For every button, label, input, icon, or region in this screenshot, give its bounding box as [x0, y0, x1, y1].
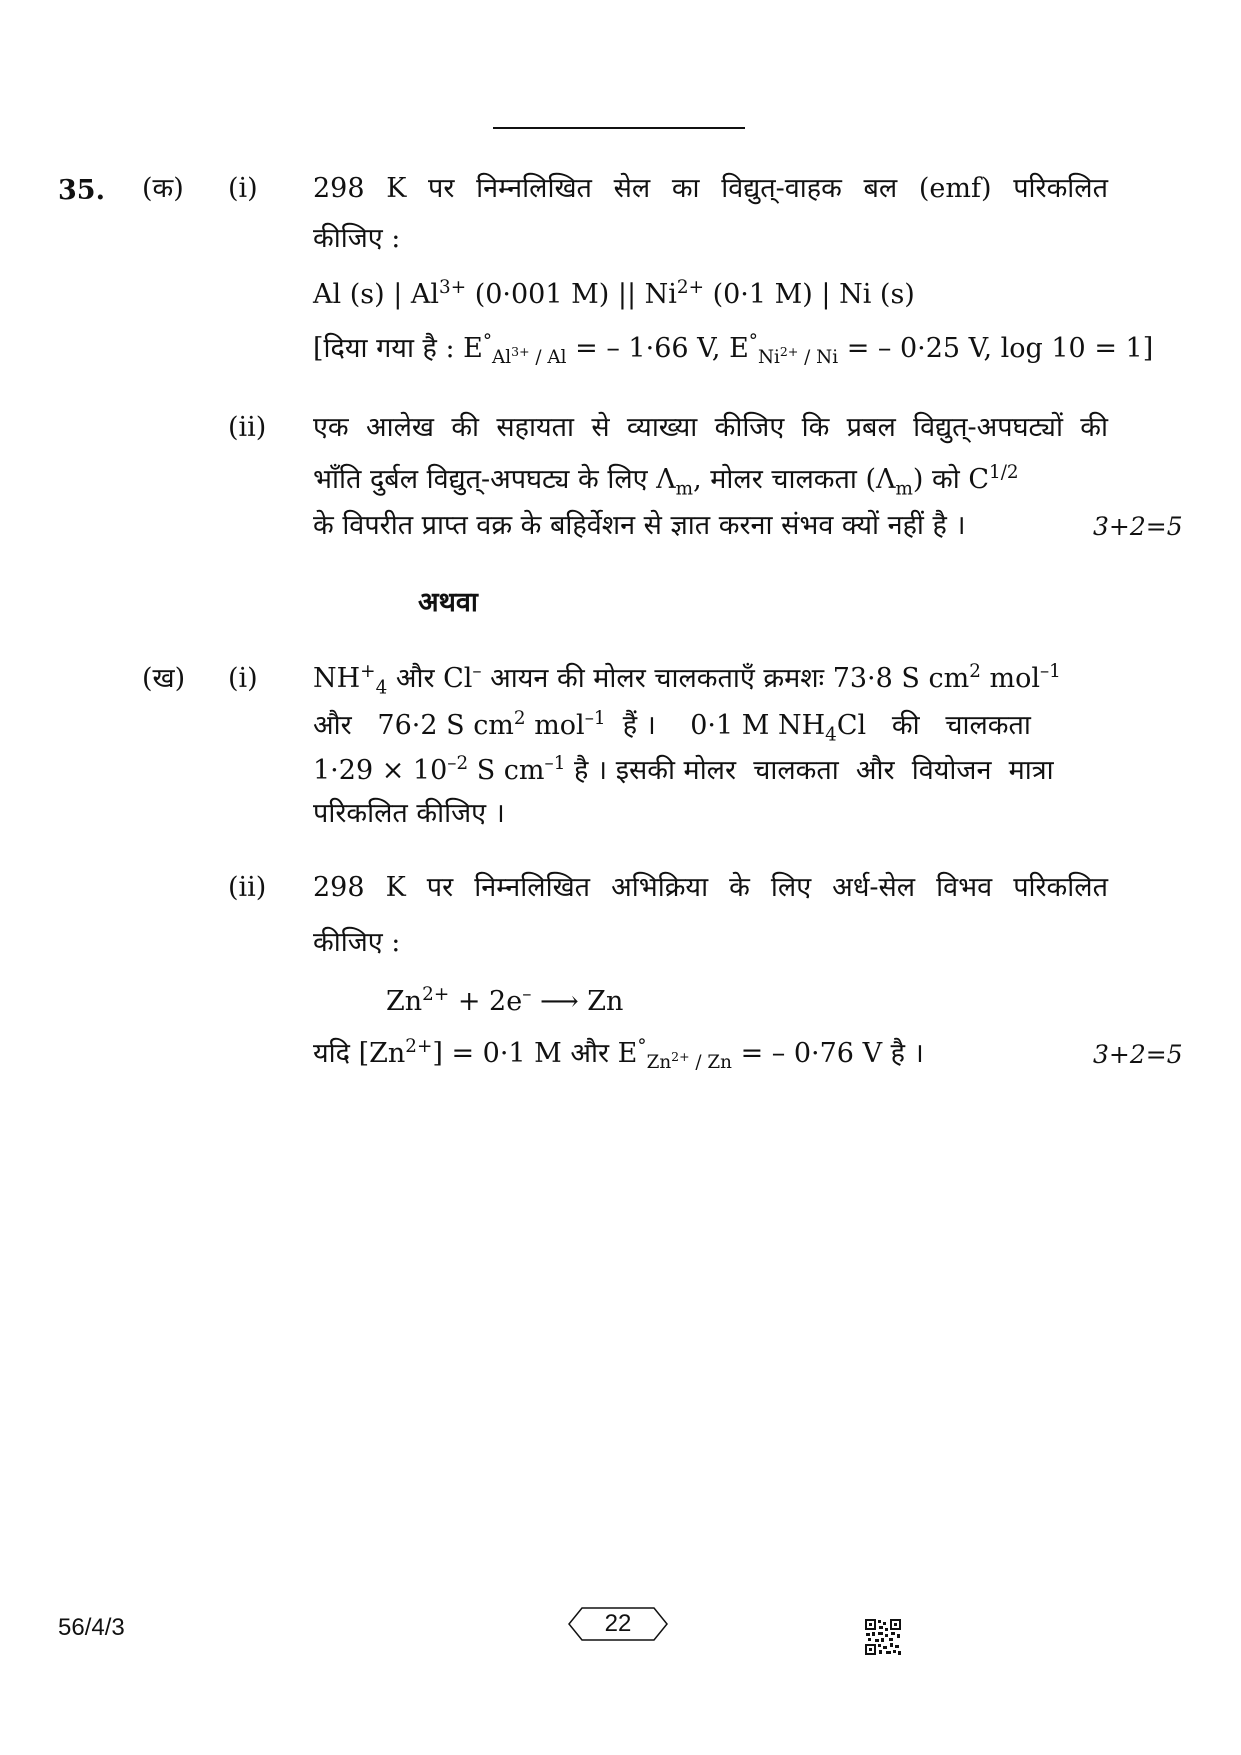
part-a-i-line2: कीजिए :: [313, 223, 401, 254]
given-data: [दिया गया है : $E^\circ_{Al^{3+} / Al}$ = – 1·66 V, $E^\circ_{Ni^{2+} / Ni}$ = – 0·25 V, log 10 = 1]: [313, 331, 1154, 369]
reaction-conditions: यदि $[Zn^{2+}] = 0\cdot 1$ M और $E^\circ_{Zn^{2+} / Zn}$ = – 0·76 V है ।: [313, 1036, 924, 1074]
paper-code: 56/4/3: [58, 1614, 125, 1641]
part-b-ii-label: (ii): [228, 872, 267, 903]
part-a-ii-line2: भाँति दुर्बल विद्युत्-अपघट्य के लिए $\Lambda_m$, मोलर चालकता $(\Lambda_m)$ को $C^{1/2}$: [313, 462, 1019, 500]
part-b-i-label: (i): [228, 663, 258, 694]
part-b-i-line2: और 76·2 S $cm^2$ mol$^{-1}$ हैं । 0·1 M $NH_4Cl$ की चालकता: [313, 708, 1031, 746]
reaction-equation: $Zn^{2+} + 2e^-$ ⟶ Zn: [386, 984, 624, 1017]
part-a-ii-line1: एक आलेख की सहायता से व्याख्या कीजिए कि प्रबल विद्युत्-अपघट्यों की: [313, 412, 1108, 443]
or-separator: अथवा: [418, 587, 478, 618]
part-b-i-line3: $1\cdot 29 \times 10^{-2}$ S $cm^{-1}$ है । इसकी मोलर चालकता और वियोजन मात्रा: [313, 753, 1054, 786]
marks-part-a: 3+2=5: [1093, 512, 1183, 541]
qr-code-icon: [865, 1619, 901, 1655]
part-a-ii-label: (ii): [228, 412, 267, 443]
page-number: 22: [604, 1610, 632, 1637]
part-a-ii-line3: के विपरीत प्राप्त वक्र के बहिर्वेशन से ज्ञात करना संभव क्यों नहीं है ।: [313, 510, 966, 541]
question-number: 35.: [58, 175, 105, 206]
page-number-badge: [568, 1607, 668, 1641]
part-a-i-label: (i): [228, 173, 258, 204]
part-a-i-line1: 298 K पर निम्नलिखित सेल का विद्युत्-वाहक बल (emf) परिकलित: [313, 173, 1108, 204]
part-b-i-line4: परिकलित कीजिए ।: [313, 798, 505, 829]
part-b-label: (ख): [142, 663, 186, 694]
part-b-ii-line1: 298 K पर निम्नलिखित अभिक्रिया के लिए अर्ध-सेल विभव परिकलित: [313, 872, 1108, 903]
part-b-ii-line2: कीजिए :: [313, 927, 401, 958]
part-a-label: (क): [142, 173, 184, 204]
cell-notation: Al (s) | $Al^{3+}$ (0·001 M) || $Ni^{2+}$ (0·1 M) | Ni (s): [313, 277, 915, 310]
part-b-i-line1: $NH^+_4$ और Cl– आयन की मोलर चालकताएँ क्रमशः 73·8 S $cm^2$ mol$^{-1}$: [313, 661, 1061, 699]
top-divider: [493, 127, 745, 129]
marks-part-b: 3+2=5: [1093, 1040, 1183, 1069]
